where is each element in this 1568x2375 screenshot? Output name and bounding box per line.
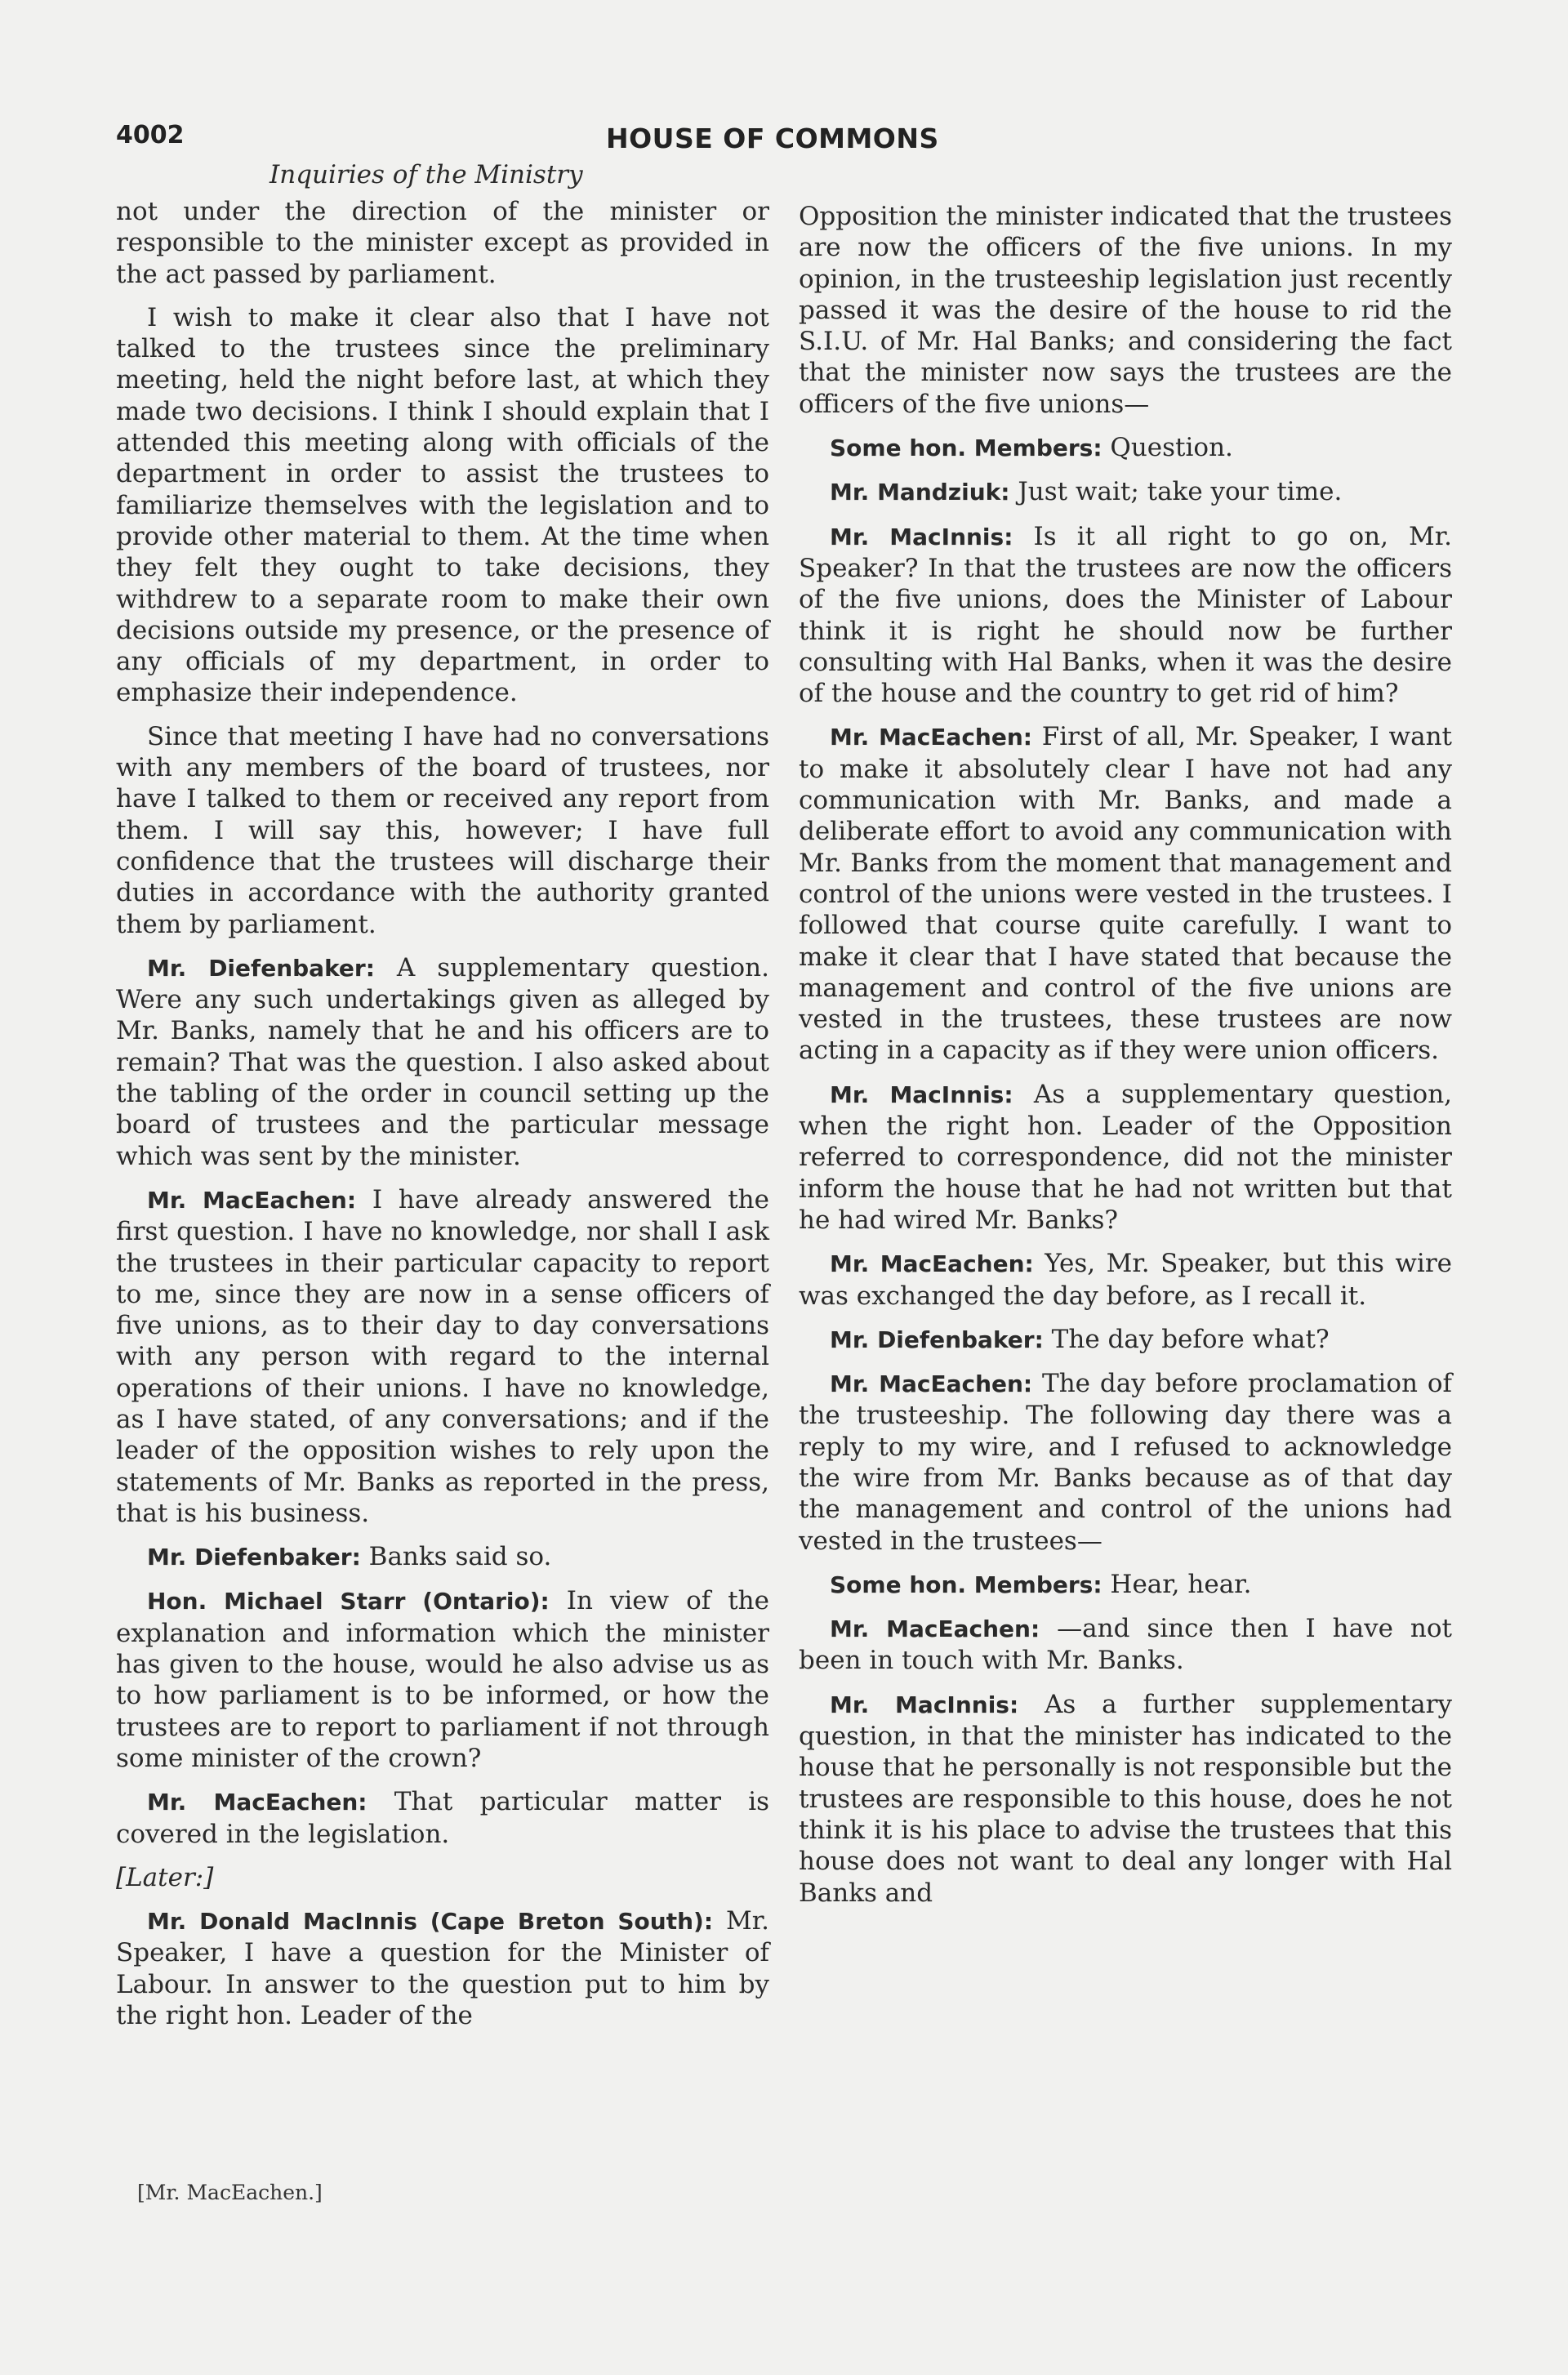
speaker-name: Mr. MacEachen: bbox=[147, 1789, 368, 1816]
paragraph bbox=[116, 196, 769, 290]
paragraph-text: Opposition the minister indicated that the trustees are now the officers of the five unions. In my opinion, in the trusteeship legislation just recently passed it was the desire of the house to rid the S.I.U. of Mr. Hal Banks; and considering the fact that the minister now says the trustees are the officers of the five unions— bbox=[799, 202, 1452, 419]
paragraph bbox=[799, 201, 1452, 420]
paragraph bbox=[116, 302, 769, 709]
paragraph-text: I have already answered the first question. I have no knowledge, nor shall I ask the trustees in their particular capacity to report to me, since they are now in a sense officers of five unions, as to their day to day conversations with any person with regard to the internal operations of their unions. I have no knowledge, as I have stated, of any conversations; and if the leader of the opposition wishes to rely upon the statements of Mr. Banks as reported in the press, that is his business. bbox=[116, 1184, 769, 1528]
paragraph-text: Just wait; take your time. bbox=[1018, 477, 1343, 507]
right-column bbox=[799, 201, 1452, 1921]
paragraph-text: —and since then I have not been in touch with Mr. Banks. bbox=[799, 1614, 1453, 1676]
speaker-name: Mr. Diefenbaker: bbox=[830, 1326, 1044, 1353]
paragraph bbox=[116, 1541, 769, 1573]
paragraph-text: As a further supplementary question, in that the minister has indicated to the house that he personally is not responsible but the trustees are responsible to this house, does he not think it is his place to advise the trustees that this house does not want to deal any longer with Hal Banks and bbox=[799, 1689, 1452, 1908]
paragraph-text: In view of the explanation and information which the minister has given to the house, would he also advise us as to how parliament is to be informed, or how the trustees are to report to parliament if not through some minister of the crown? bbox=[116, 1586, 769, 1773]
speaker-name: Mr. MacInnis: bbox=[830, 1691, 1019, 1718]
speaker-name: Mr. MacEachen: bbox=[147, 1186, 357, 1214]
speaker-name: Some hon. Members: bbox=[830, 434, 1102, 462]
speaker-name: Mr. MacEachen: bbox=[830, 1615, 1040, 1643]
paragraph bbox=[799, 521, 1452, 710]
paragraph bbox=[116, 952, 769, 1172]
page-number: 4002 bbox=[116, 121, 185, 149]
paragraph-text: Hear, hear. bbox=[1110, 1569, 1252, 1599]
paragraph bbox=[799, 1613, 1452, 1677]
paragraph-text: First of all, Mr. Speaker, I want to make it absolutely clear I have not had any communication with Mr. Banks, and made a deliberate effort to avoid any communication with Mr. Banks from the moment that management and control of the unions were vested in the trustees. I followed that course quite carefully. I want to make it clear that I have stated that because the management and control of the five unions are vested in the trustees, these trustees are now acting in a capacity as if they were union officers. bbox=[799, 722, 1452, 1066]
paragraph-text: The day before what? bbox=[1051, 1324, 1330, 1354]
paragraph bbox=[116, 1905, 769, 2031]
paragraph-text: As a supplementary question, when the right hon. Leader of the Opposition referred to correspondence, did not the minister inform the house that he had not written but that he had wired Mr. Banks? bbox=[799, 1079, 1453, 1235]
paragraph bbox=[116, 1585, 769, 1774]
paragraph-text: A supplementary question. Were any such undertakings given as alleged by Mr. Banks, namely that he and his officers are to remain? That was the question. I also asked about the tabling of the order in council setting up the board of trustees and the particular message which was sent by the minister. bbox=[116, 952, 769, 1171]
paragraph-text: Mr. Speaker, I have a question for the Minister of Labour. In answer to the question put to him by the right hon. Leader of the bbox=[116, 1906, 769, 2031]
speaker-name: Mr. MacEachen: bbox=[830, 724, 1032, 751]
paragraph-text: Question. bbox=[1110, 433, 1233, 463]
paragraph bbox=[799, 476, 1452, 508]
paragraph bbox=[799, 1569, 1452, 1601]
speaker-name: Hon. Michael Starr (Ontario): bbox=[147, 1588, 550, 1615]
paragraph bbox=[799, 432, 1452, 464]
paragraph-text: I wish to make it clear also that I have not talked to the trustees since the preliminary meeting, held the night before last, at which they made two decisions. I think I should explain that I attended this meeting along with officials of the department in order to assist the trustees to familiarize themselves with the legislation and to provide other material to them. At the time when they felt they ought to take decisions, they withdrew to a separate room to make their own decisions outside my presence, or the presence of any officials of my department, in order to emphasize their independence. bbox=[116, 302, 769, 708]
paragraph-text: The day before proclamation of the trusteeship. The following day there was a reply to my wire, and I refused to acknowledge the wire from Mr. Banks because as of that day the management and control of the unions had vested in the trustees— bbox=[799, 1369, 1453, 1556]
speaker-name: Mr. MacInnis: bbox=[830, 1081, 1013, 1108]
footer-speaker-note: [Mr. MacEachen.] bbox=[137, 2181, 323, 2204]
paragraph bbox=[799, 1324, 1452, 1356]
paragraph-text: not under the direction of the minister or responsible to the minister except as provided in the act passed by parliament. bbox=[116, 197, 769, 289]
paragraph-text: That particular matter is covered in the legislation. bbox=[116, 1787, 770, 1849]
paragraph bbox=[799, 1689, 1452, 1909]
speaker-name: Mr. MacEachen: bbox=[830, 1250, 1034, 1278]
speaker-name: Some hon. Members: bbox=[830, 1571, 1102, 1598]
paragraph-text: Is it all right to go on, Mr. Speaker? In that the trustees are now the officers of the five unions, does the Minister of Labour think it is right he should now be further consulting with Hal Banks, when it was the desire of the house and the country to get rid of him? bbox=[799, 521, 1453, 709]
paragraph bbox=[116, 1862, 769, 1893]
paragraph bbox=[799, 721, 1452, 1066]
paragraph bbox=[799, 1368, 1452, 1557]
paragraph-text: Since that meeting I have had no conversations with any members of the board of trustees, nor have I talked to them or received any report from them. I will say this, however; I have full confidence that the trustees will discharge their duties in accordance with the authority granted them by parliament. bbox=[116, 721, 769, 939]
paragraph bbox=[799, 1248, 1452, 1312]
paragraph-text: Banks said so. bbox=[368, 1542, 552, 1572]
paragraph bbox=[116, 721, 769, 940]
speaker-name: Mr. Diefenbaker: bbox=[147, 1544, 361, 1571]
paragraph bbox=[799, 1079, 1452, 1236]
speaker-name: Mr. MacEachen: bbox=[830, 1370, 1033, 1398]
later-marker: [Later:] bbox=[116, 1862, 214, 1892]
running-head: HOUSE OF COMMONS bbox=[606, 123, 939, 154]
section-heading: Inquiries of the Ministry bbox=[270, 160, 583, 189]
speaker-name: Mr. MacInnis: bbox=[830, 523, 1013, 550]
speaker-name: Mr. Diefenbaker: bbox=[147, 954, 375, 982]
paragraph-text: Yes, Mr. Speaker, but this wire was exchanged the day before, as I recall it. bbox=[799, 1249, 1453, 1311]
speaker-name: Mr. Donald MacInnis (Cape Breton South): bbox=[147, 1908, 714, 1936]
paragraph bbox=[116, 1786, 769, 1850]
left-column bbox=[116, 196, 769, 2043]
paragraph bbox=[116, 1184, 769, 1529]
speaker-name: Mr. Mandziuk: bbox=[830, 479, 1010, 506]
